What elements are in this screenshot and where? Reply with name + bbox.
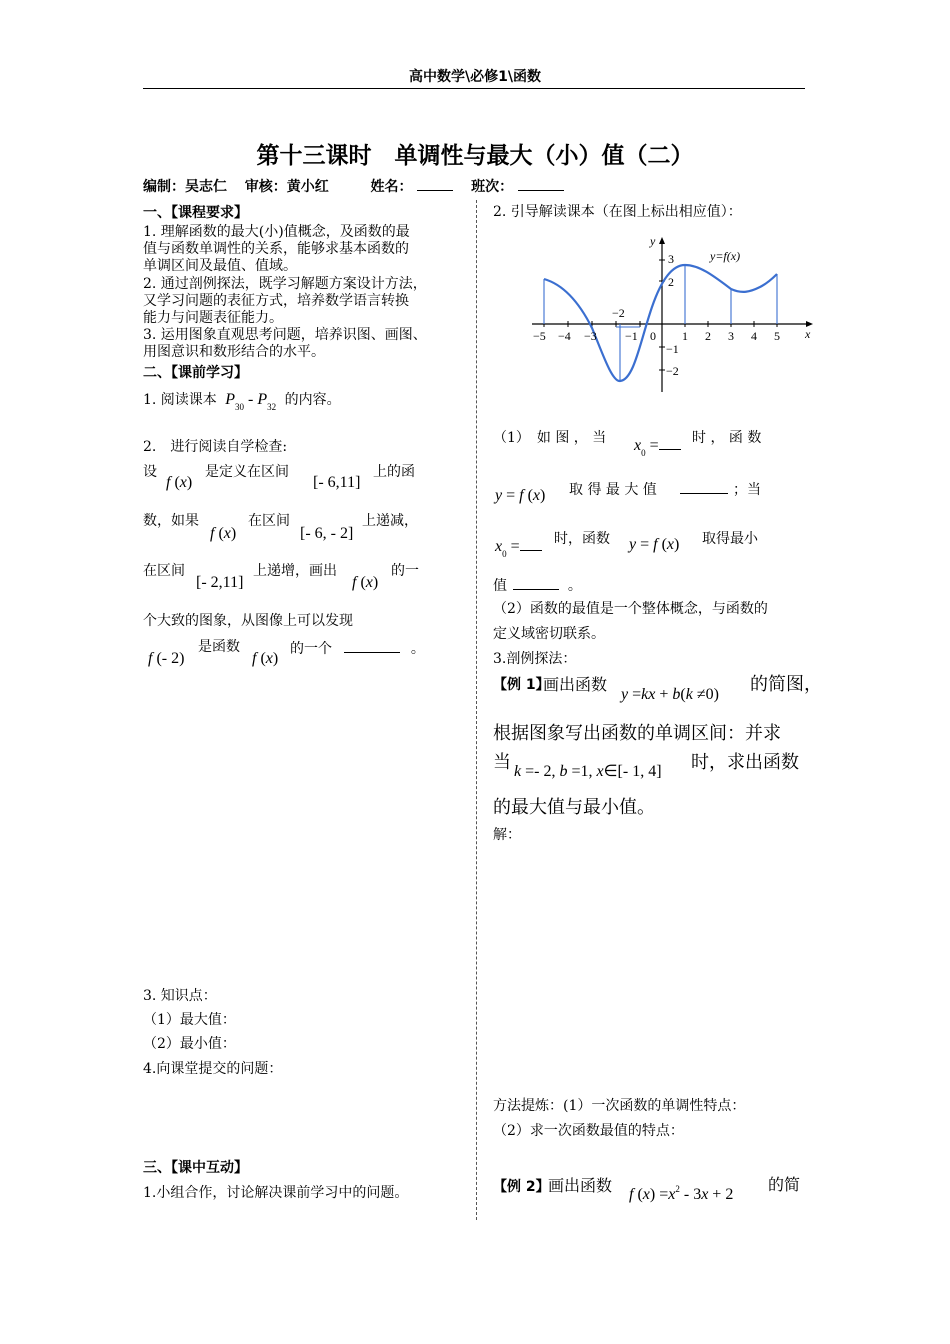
q1a: （1） 如 图 ， 当 bbox=[493, 430, 607, 446]
section-1-heading: 一、【课程要求】 bbox=[143, 205, 248, 221]
read-pre: 1. 阅读课本 bbox=[143, 392, 217, 408]
example-1-label: 【例 1】 bbox=[493, 677, 550, 693]
p2a: 数，如果 bbox=[143, 513, 199, 529]
requirement-line: 3. 运用图象直观思考问题，培养识图、画图、 bbox=[143, 327, 427, 344]
method-2: （2）求一次函数最值的特点： bbox=[493, 1123, 684, 1139]
header-rule bbox=[143, 88, 805, 89]
p3a: 在区间 bbox=[143, 563, 185, 579]
p1a: 设 bbox=[143, 464, 157, 480]
max-value-label: （1）最大值： bbox=[143, 1012, 236, 1028]
x-tick-label: 4 bbox=[751, 329, 757, 343]
fx-formula: f (x) bbox=[352, 574, 379, 591]
q2a: （2）函数的最值是一个整体概念，与函数的 bbox=[493, 601, 768, 617]
example-2-label: 【例 2】 bbox=[493, 1179, 550, 1195]
q1f: 取得最小 bbox=[702, 531, 758, 547]
ex1a: 画出函数 bbox=[543, 675, 608, 694]
q1e: 时，函数 bbox=[554, 531, 610, 547]
x-tick-label: −3 bbox=[584, 329, 597, 343]
x-annotation: −2 bbox=[612, 306, 625, 320]
p3c: 的一 bbox=[391, 563, 419, 579]
x-axis-label: x bbox=[805, 327, 811, 341]
questions-label: 4.向课堂提交的问题： bbox=[143, 1061, 283, 1077]
function-label: y=f(x) bbox=[710, 249, 741, 263]
origin-label: 0 bbox=[650, 329, 656, 343]
x0-formula: $x_0$ = bbox=[495, 538, 542, 559]
condition-formula: k =- 2, b =1, x∈[- 1, 4] bbox=[514, 763, 662, 780]
requirement-line: 1. 理解函数的最大(小)值概念，及函数的最 bbox=[143, 224, 410, 240]
min-value-label: （2）最小值： bbox=[143, 1036, 236, 1052]
header-text: 高中数学\必修1\函数 bbox=[409, 69, 541, 85]
y-tick-label: 3 bbox=[668, 252, 674, 266]
para-line-1 bbox=[143, 465, 157, 479]
p5b: 的一个 bbox=[290, 641, 332, 657]
x0-formula: $x_0$ = bbox=[634, 437, 681, 458]
x-tick-label: −4 bbox=[558, 329, 571, 343]
name-label: 姓名： bbox=[370, 179, 413, 195]
knowledge-points: 3. 知识点： bbox=[143, 988, 217, 1004]
requirement-line: 2. 通过剖例探法，既学习解题方案设计方法， bbox=[143, 275, 427, 292]
page-range-formula: $P_{30} - P_{32}$ bbox=[225, 391, 277, 412]
read-textbook bbox=[143, 392, 341, 412]
q1c: 取 得 最 大 值 bbox=[569, 482, 657, 498]
requirement-line: 又学习问题的表征方式，培养数学语言转换 bbox=[143, 292, 409, 309]
self-check: 2. 进行阅读自学检查: bbox=[143, 439, 288, 455]
p2b: 在区间 bbox=[248, 513, 290, 529]
p1c: 上的函 bbox=[373, 464, 415, 480]
ex1d: 当 bbox=[493, 752, 511, 773]
class-label: 班次： bbox=[471, 179, 514, 195]
ex1f: 的最大值与最小值。 bbox=[493, 797, 655, 818]
column-divider bbox=[476, 200, 477, 1220]
p5-tail bbox=[290, 640, 425, 656]
requirement-line: 单调区间及最值、值域。 bbox=[143, 258, 297, 275]
fx-formula: f (x) bbox=[166, 474, 193, 491]
p2c: 上递减， bbox=[362, 513, 418, 529]
interval-formula: [- 6,11] bbox=[313, 474, 361, 491]
p5c: 。 bbox=[410, 641, 425, 657]
fx-formula: f (x) bbox=[252, 650, 279, 667]
x-tick-label: 5 bbox=[774, 329, 780, 343]
x-tick-label: −5 bbox=[533, 329, 546, 343]
group-work: 1.小组合作，讨论解决课前学习中的问题。 bbox=[143, 1185, 409, 1201]
function-curve bbox=[544, 265, 777, 381]
min-value-blank[interactable] bbox=[513, 577, 559, 590]
y-fx-formula: y = f (x) bbox=[629, 536, 680, 553]
ex1e: 时，求出函数 bbox=[691, 752, 799, 773]
function-graph bbox=[530, 232, 815, 397]
section-3-heading: 三、【课中互动】 bbox=[143, 1160, 248, 1176]
y-tick-label: −1 bbox=[666, 342, 679, 356]
quadratic-formula: f $(x) =x^2 - 3x + 2$ bbox=[629, 1184, 734, 1203]
meta-line bbox=[143, 178, 564, 194]
class-blank[interactable] bbox=[518, 178, 564, 191]
y-tick-label: 2 bbox=[668, 275, 674, 289]
reviewer: 审核：黄小红 bbox=[244, 179, 329, 195]
f-neg2-formula: f (- 2) bbox=[148, 650, 185, 667]
q1d: ；当 bbox=[733, 482, 761, 498]
method-1: 方法提炼：(1）一次函数的单调性特点： bbox=[493, 1098, 746, 1114]
name-blank[interactable] bbox=[417, 178, 453, 191]
y-tick-label: −2 bbox=[666, 364, 679, 378]
editor: 编制：吴志仁 bbox=[143, 179, 227, 195]
section-2-heading: 二、【课前学习】 bbox=[143, 365, 248, 381]
max-value-blank[interactable] bbox=[680, 481, 728, 494]
y-axis-label: y bbox=[650, 234, 656, 248]
course-requirements bbox=[143, 224, 427, 362]
ex1b: 的简图， bbox=[750, 674, 822, 695]
ex2a: 画出函数 bbox=[548, 1176, 613, 1195]
solution-label: 解： bbox=[493, 827, 521, 843]
x-tick-label: 2 bbox=[705, 329, 711, 343]
guide-reading: 2. 引导解读课本（在图上标出相应值）： bbox=[493, 204, 742, 220]
p5a: 是函数 bbox=[198, 639, 240, 655]
p1b: 是定义在区间 bbox=[205, 464, 289, 480]
explore-label: 3.剖例探法： bbox=[493, 651, 577, 667]
ex2b: 的简 bbox=[768, 1175, 801, 1194]
answer-blank[interactable] bbox=[344, 640, 400, 653]
requirement-line: 用图意识和数形结合的水平。 bbox=[143, 344, 325, 361]
read-post: 的内容。 bbox=[284, 392, 341, 408]
x-tick-label: 1 bbox=[682, 329, 688, 343]
p3b: 上递增，画出 bbox=[253, 563, 337, 579]
fx-formula: f (x) bbox=[210, 525, 237, 542]
requirement-line: 值与函数单调性的关系，能够求基本函数的 bbox=[143, 241, 409, 258]
p4: 个大致的图象，从图像上可以发现 bbox=[143, 613, 353, 629]
min-value-line bbox=[493, 577, 582, 593]
y-axis-arrow bbox=[659, 237, 665, 244]
y-fx-formula: y = f (x) bbox=[495, 487, 546, 504]
x-tick-label: −1 bbox=[625, 329, 638, 343]
linear-function-formula: y =kx + b(k ≠0) bbox=[621, 686, 719, 703]
q2b: 定义域密切联系。 bbox=[493, 626, 605, 642]
page-title: 第十三课时 单调性与最大（小）值（二） bbox=[256, 143, 694, 169]
ex1c: 根据图象写出函数的单调区间：并求 bbox=[493, 723, 781, 744]
q1b: 时 ， 函 数 bbox=[692, 430, 762, 446]
q1h: 。 bbox=[567, 578, 582, 594]
x-tick-label: 3 bbox=[728, 329, 734, 343]
interval-formula: [- 6, - 2] bbox=[300, 525, 354, 542]
requirement-line: 能力与问题表征能力。 bbox=[143, 310, 283, 327]
q1g: 值 bbox=[493, 578, 507, 594]
interval-formula: [- 2,11] bbox=[196, 574, 244, 591]
